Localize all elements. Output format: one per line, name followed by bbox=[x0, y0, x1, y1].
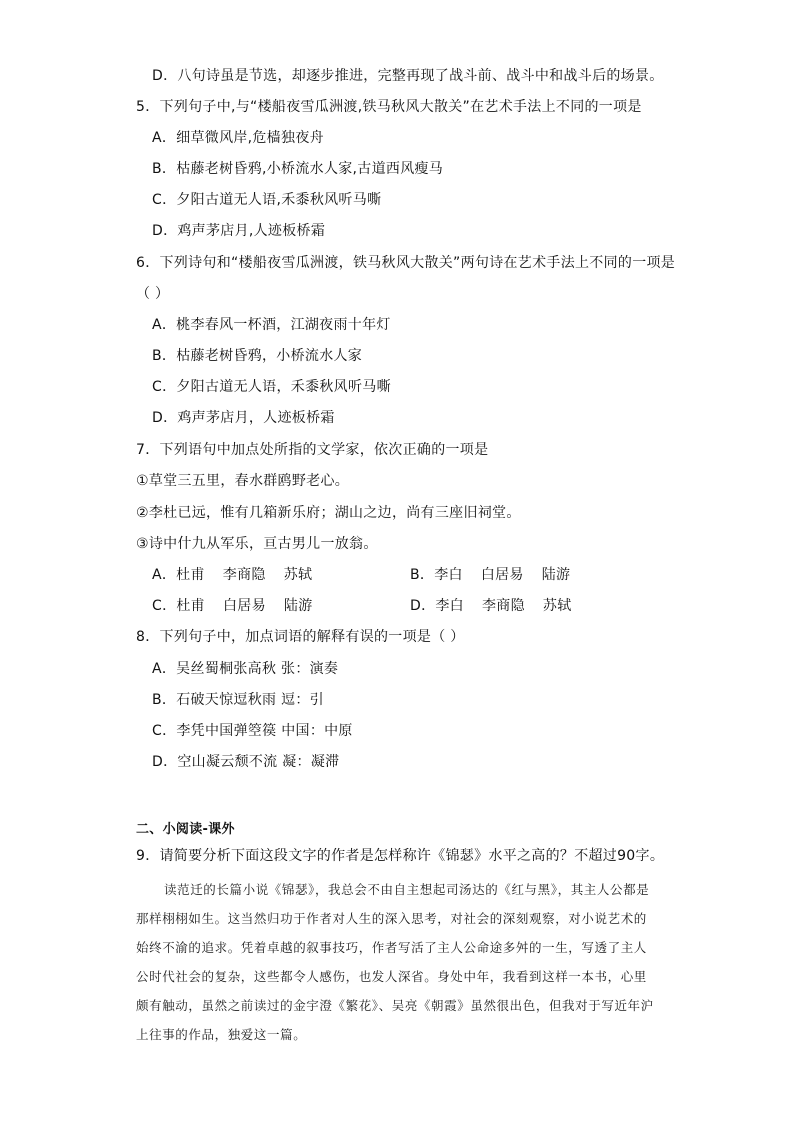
q6-option-b: B．枯藤老树昏鸦，小桥流水人家 bbox=[152, 348, 363, 364]
q6-option-a: A．桃李春风一杯酒，江湖夜雨十年灯 bbox=[152, 317, 391, 333]
q7-option-a-name3: 苏轼 bbox=[283, 567, 313, 583]
q7-option-a-name2: 李商隐 bbox=[222, 567, 266, 583]
q7-option-c-label: C．杜甫 bbox=[152, 598, 205, 614]
q4-option-d: D．八句诗虽是节选，却逐步推进，完整再现了战斗前、战斗中和战斗后的场景。 bbox=[152, 68, 664, 84]
q6-option-c: C．夕阳古道无人语，禾黍秋风听马嘶 bbox=[152, 379, 391, 395]
q7-item-2: ②李杜已远，惟有几箱新乐府；湖山之边，尚有三座旧祠堂。 bbox=[136, 505, 521, 521]
q6-answer-paren: （ ） bbox=[136, 286, 170, 302]
q7-option-a-label: A．杜甫 bbox=[152, 567, 205, 583]
q7-option-c bbox=[152, 596, 313, 616]
q5-option-c: C．夕阳古道无人语,禾黍秋风听马嘶 bbox=[152, 192, 382, 208]
q7-option-c-name2: 白居易 bbox=[222, 598, 266, 614]
q7-option-b-label: B．李白 bbox=[410, 567, 463, 583]
q8-option-b: B．石破天惊逗秋雨 逗：引 bbox=[152, 692, 324, 708]
q5-option-d: D．鸡声茅店月,人迹板桥霜 bbox=[152, 223, 326, 239]
q8-stem: 8．下列句子中，加点词语的解释有误的一项是（ ） bbox=[136, 629, 465, 645]
q9-stem: 9．请简要分析下面这段文字的作者是怎样称许《锦瑟》水平之高的？不超过90字。 bbox=[136, 848, 665, 864]
q5-option-b: B．枯藤老树昏鸦,小桥流水人家,古道西风瘦马 bbox=[152, 161, 444, 177]
q7-option-d bbox=[410, 596, 572, 616]
q9-passage: 读范迁的长篇小说《锦瑟》，我总会不由自主想起司汤达的《红与黑》，其主人公都是那样栩栩如生。这当然归功于作者对人生的深入思考，对社会的深刻观察，对小说艺术的始终不渝的追求。凭着卓越的叙事技巧，作者写活了主人公命途多舛的一生，写透了主人公时代社会的复杂，这些都令人感伤，也发人深省。身处中年，我看到这样一本书，心里颇有触动，虽然之前读过的金宇澄《繁花》、吴亮《朝霞》虽然很出色，但我对于写近年沪上往事的作品，独爱这一篇。 bbox=[136, 882, 654, 1042]
section-heading: 二、小阅读-课外 bbox=[136, 822, 235, 837]
q7-option-b-name2: 白居易 bbox=[480, 567, 524, 583]
q8-option-c: C．李凭中国弹箜篌 中国：中原 bbox=[152, 723, 353, 739]
q8-option-a: A．吴丝蜀桐张高秋 张：演奏 bbox=[152, 661, 339, 677]
q7-option-b bbox=[410, 565, 570, 585]
q6-option-d: D．鸡声茅店月，人迹板桥霜 bbox=[152, 410, 335, 426]
q7-option-a bbox=[152, 565, 312, 585]
q7-option-b-name3: 陆游 bbox=[541, 567, 571, 583]
q5-stem: 5．下列句子中,与“楼船夜雪瓜洲渡,铁马秋风大散关”在艺术手法上不同的一项是 bbox=[136, 99, 642, 115]
q7-item-1: ①草堂三五里，春水群鸥野老心。 bbox=[136, 473, 350, 489]
q6-stem: 6．下列诗句和“楼船夜雪瓜洲渡，铁马秋风大散关”两句诗在艺术手法上不同的一项是 bbox=[136, 255, 676, 271]
q7-option-d-name3: 苏轼 bbox=[542, 598, 572, 614]
q5-option-a: A．细草微风岸,危樯独夜舟 bbox=[152, 130, 324, 146]
q7-stem: 7．下列语句中加点处所指的文学家，依次正确的一项是 bbox=[136, 442, 489, 458]
q8-option-d: D．空山凝云颓不流 凝：凝滞 bbox=[152, 754, 340, 770]
q7-option-d-name2: 李商隐 bbox=[481, 598, 525, 614]
q7-item-3: ③诗中什九从军乐，亘古男儿一放翁。 bbox=[136, 536, 378, 552]
q7-option-c-name3: 陆游 bbox=[283, 598, 313, 614]
q7-option-d-label: D．李白 bbox=[410, 598, 464, 614]
